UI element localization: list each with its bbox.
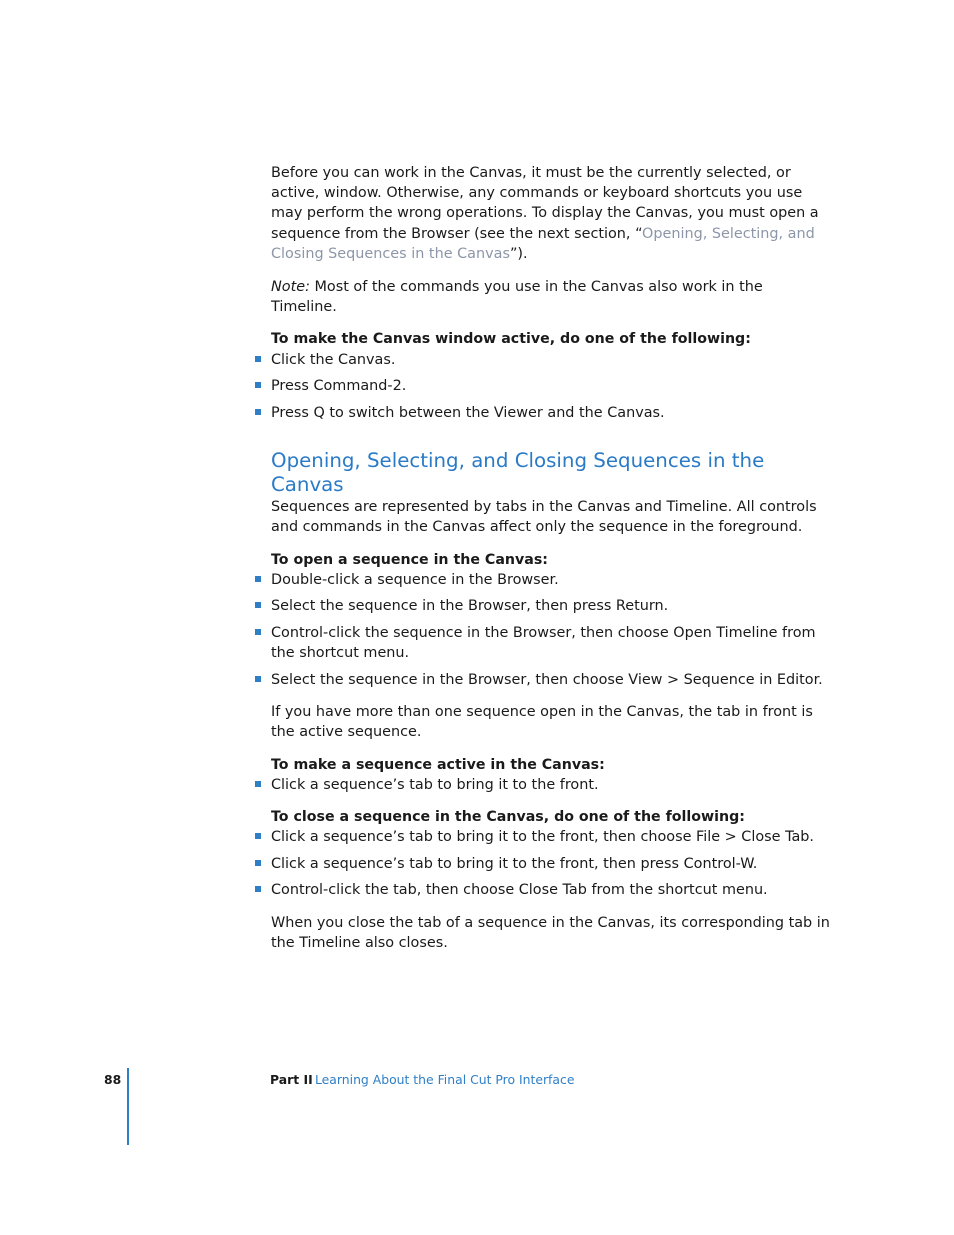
bullet-square-icon [255,602,261,608]
list-item-text: Control-click the sequence in the Browser, then choose Open Timeline from the shortcut menu. [271,624,816,662]
make-active-list [271,350,831,423]
list-item-text: Click a sequence’s tab to bring it to the front, then press Control-W. [271,855,758,872]
cross-reference-link[interactable]: Opening, Selecting, and Closing Sequences in the Canvas [271,225,815,262]
list-item-text: Click a sequence’s tab to bring it to the front. [271,776,599,793]
list-item-text: Click a sequence’s tab to bring it to the front, then choose File > Close Tab. [271,829,815,846]
list-item [271,403,831,423]
list-item [271,775,831,795]
section-intro: Sequences are represented by tabs in the Canvas and Timeline. All controls and commands in the Canvas affect only the sequence in the foreground. [271,498,817,536]
intro-text: Before you can work in the Canvas, it must be the currently selected, or active, window. Otherwise, any commands or keyboard shortcuts you use may perform the wrong operations. To display the Canvas, you must open a sequence from the Browser (see the next section, “ [271,165,819,242]
intro-paragraph [271,163,831,264]
list-item [271,827,831,847]
bullet-square-icon [255,833,261,839]
list-item-text: Select the sequence in the Browser, then choose View > Sequence in Editor. [271,671,823,688]
note-label: Note: [271,278,310,295]
active-seq-list [271,775,831,795]
close-seq-after: When you close the tab of a sequence in the Canvas, its corresponding tab in the Timeline also closes. [271,914,830,951]
make-active-lead: To make the Canvas window active, do one of the following: [271,331,751,348]
open-seq-list [271,570,831,690]
footer-rule [127,1068,129,1145]
list-item [271,670,831,690]
list-item [271,880,831,900]
list-item [271,376,831,396]
list-item-text: Double-click a sequence in the Browser. [271,571,559,588]
close-seq-list [271,827,831,900]
list-item-text: Click the Canvas. [271,351,396,368]
list-item-text: Control-click the tab, then choose Close Tab from the shortcut menu. [271,882,768,899]
close-seq-lead: To close a sequence in the Canvas, do one of the following: [271,809,745,826]
list-item [271,623,831,663]
section-heading: Opening, Selecting, and Closing Sequences in the Canvas [271,448,765,496]
page-footer [0,1072,954,1092]
part-title-link[interactable]: Learning About the Final Cut Pro Interface [315,1072,575,1087]
bullet-square-icon [255,886,261,892]
page-content [271,163,831,953]
list-item-text: Select the sequence in the Browser, then press Return. [271,598,669,615]
bullet-square-icon [255,781,261,787]
list-item-text: Press Command-2. [271,378,407,395]
list-item [271,854,831,874]
list-item [271,350,831,370]
bullet-square-icon [255,576,261,582]
page-number: 88 [104,1072,122,1087]
note-text: Most of the commands you use in the Canvas also work in the Timeline. [271,278,763,315]
bullet-square-icon [255,629,261,635]
bullet-square-icon [255,409,261,415]
bullet-square-icon [255,356,261,362]
bullet-square-icon [255,860,261,866]
list-item [271,570,831,590]
note-paragraph [271,277,831,317]
part-label: Part II [270,1072,313,1087]
intro-text-end: ”). [509,245,528,262]
list-item-text: Press Q to switch between the Viewer and the Canvas. [271,404,665,421]
active-seq-lead: To make a sequence active in the Canvas: [271,756,605,773]
bullet-square-icon [255,382,261,388]
open-seq-after: If you have more than one sequence open in the Canvas, the tab in front is the active sequence. [271,703,813,741]
bullet-square-icon [255,676,261,682]
open-seq-lead: To open a sequence in the Canvas: [271,551,548,568]
list-item [271,596,831,616]
